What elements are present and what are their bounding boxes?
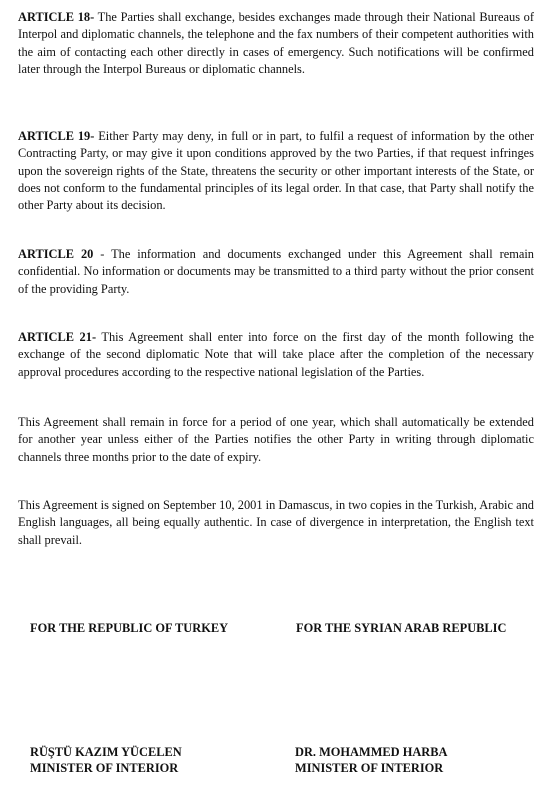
turkey-signatory-block bbox=[30, 744, 182, 776]
syria-signatory-block bbox=[295, 744, 447, 776]
article-19-text: Either Party may deny, in full or in part, to fulfil a request of information by the other Contracting Party, or may give it upon conditions approved by the two Parties, if that request infringes upon the sovereign rights of the State, threatens the security or other important interests of the State, or does not conform to the fundamental principles of its legal order. In that case, that Party shall notify the other Party about its decision. bbox=[18, 129, 534, 213]
article-20-text: - The information and documents exchanged under this Agreement shall remain confidential. No information or documents may be transmitted to a third party without the prior consent of the providing Party. bbox=[18, 247, 534, 296]
article-21-paragraph bbox=[18, 329, 534, 381]
syria-signatory-title: MINISTER OF INTERIOR bbox=[295, 761, 444, 775]
article-19-paragraph bbox=[18, 128, 534, 214]
article-18-text: The Parties shall exchange, besides exchanges made through their National Bureaus of Interpol and diplomatic channels, the telephone and the fax numbers of their competent authorities with the aim of contacting each other directly in cases of emergency. Such notifications will be confirmed later through the Interpol Bureaus or diplomatic channels. bbox=[18, 10, 535, 76]
article-20-heading: ARTICLE 20 bbox=[18, 247, 94, 261]
turkey-signatory-name: RÜŞTÜ KAZIM YÜCELEN bbox=[30, 745, 182, 759]
article-18-heading: ARTICLE 18- bbox=[18, 10, 95, 24]
article-19-heading: ARTICLE 19- bbox=[18, 129, 95, 143]
turkey-party-heading: FOR THE REPUBLIC OF TURKEY bbox=[30, 621, 229, 635]
article-21-text: This Agreement shall enter into force on the first day of the month following the exchange of the second diplomatic Note that will take place after the completion of the necessary approval procedures according to the respective national legislation of the Parties. bbox=[18, 330, 534, 379]
signing-paragraph: This Agreement is signed on September 10, 2001 in Damascus, in two copies in the Turkish, Arabic and English languages, all being equally authentic. In case of divergence in interpretation, the English text shall prevail. bbox=[18, 498, 534, 547]
duration-paragraph: This Agreement shall remain in force for a period of one year, which shall automatically be extended for another year unless either of the Parties notifies the other Party in writing through diplomatic channels three months prior to the date of expiry. bbox=[18, 415, 534, 464]
article-18-paragraph bbox=[18, 9, 534, 78]
turkey-signatory-title: MINISTER OF INTERIOR bbox=[30, 761, 179, 775]
syria-signatory-name: DR. MOHAMMED HARBA bbox=[295, 745, 448, 759]
syria-party-heading: FOR THE SYRIAN ARAB REPUBLIC bbox=[296, 621, 507, 635]
article-21-heading: ARTICLE 21- bbox=[18, 330, 97, 344]
article-20-paragraph bbox=[18, 246, 534, 298]
